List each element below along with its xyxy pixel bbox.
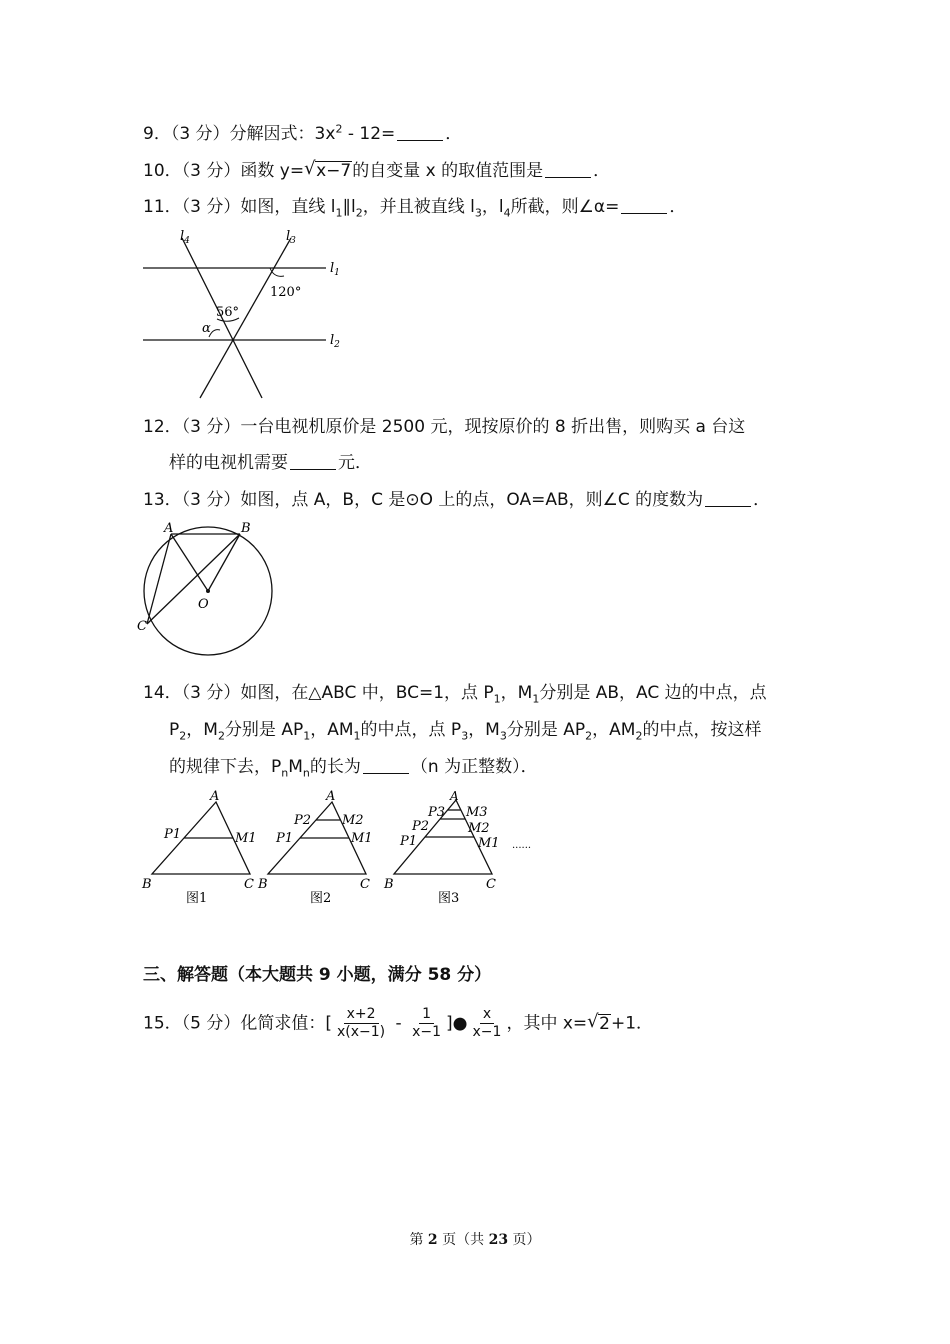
svg-text:C: C <box>360 877 370 892</box>
page-footer: 第 2 页（共 23 页） <box>409 1232 541 1248</box>
triangle-fig2 <box>257 790 373 906</box>
segment-ac <box>147 534 171 624</box>
svg-text:B: B <box>258 877 268 892</box>
label-l4: $l_4$ <box>180 229 190 246</box>
label-alpha: α <box>202 321 211 336</box>
question-10: 10．（3 分）函数 y= √ x−7的自变量 x 的取值范围是 ． <box>143 158 611 181</box>
svg-text:A: A <box>210 790 220 804</box>
answer-blank[interactable] <box>705 490 751 507</box>
svg-text:C: C <box>486 877 496 892</box>
svg-text:C: C <box>244 877 254 892</box>
question-15: 15．（5 分）化简求值：[ $\frac{x+2}{x(x-1)}$ - $\frac{1}{x-1}$ ]● $\frac{x}{x-1}$ ，其中 x= √ 2+1． <box>143 1006 654 1040</box>
label-l1: $l_1$ <box>330 261 340 278</box>
continuation-dots: ...... <box>512 840 532 851</box>
answer-blank[interactable] <box>397 124 443 141</box>
question-9: 9．（3 分）分解因式：$3x^2 - 12=$ ． <box>143 122 463 144</box>
answer-blank[interactable] <box>363 757 409 774</box>
question-13: 13．（3 分）如图，点 A，B，C 是⊙O 上的点，OA=AB，则∠C 的度数为 ． <box>143 490 771 510</box>
caption-fig1: 图1 <box>186 891 208 906</box>
caption-fig2: 图2 <box>310 891 332 906</box>
svg-text:M2: M2 <box>468 821 490 836</box>
question-14-line3: 的规律下去，$P_nM_n$的长为 （n 为正整数）． <box>169 757 538 780</box>
svg-text:P2: P2 <box>412 819 430 834</box>
label-c: C <box>137 619 147 634</box>
svg-text:A: A <box>450 790 459 803</box>
question-14-line2: $P_2$，$M_2$分别是 $AP_1$，$AM_1$的中点，点 $P_3$，$M_3$分别是 $AP_2$，$AM_2$的中点，按这样 <box>169 720 762 743</box>
svg-text:B: B <box>384 877 394 892</box>
question-12-line2: 样的电视机需要 元． <box>169 453 372 473</box>
label-120: 120° <box>270 285 302 300</box>
label-o: O <box>198 597 209 612</box>
section-heading: 三、解答题（本大题共 9 小题，满分 58 分） <box>143 965 492 985</box>
svg-text:A: A <box>326 790 336 804</box>
question-12: 12．（3 分）一台电视机原价是 2500 元，现按原价的 8 折出售，则购买 a 台这 <box>143 417 746 437</box>
figure-parallel-lines <box>138 226 358 404</box>
answer-blank[interactable] <box>545 161 591 178</box>
svg-text:P1: P1 <box>164 827 182 842</box>
svg-text:P2: P2 <box>294 813 312 828</box>
label-l3: $l_3$ <box>286 229 296 246</box>
label-l2: $l_2$ <box>330 333 340 350</box>
line-l3 <box>200 238 291 398</box>
svg-text:M1: M1 <box>478 836 500 851</box>
segment-ob <box>208 534 240 591</box>
label-b: B <box>241 521 251 536</box>
square-root: √ x−7 <box>304 158 352 181</box>
svg-text:M1: M1 <box>351 831 373 846</box>
question-11: 11．（3 分）如图，直线 $l_1\parallel l_2$，并且被直线 $l_3$，$l_4$所截，则∠α= ． <box>143 197 687 220</box>
square-root: √ 2 <box>587 1010 610 1034</box>
svg-text:M2: M2 <box>342 813 364 828</box>
fraction-2: $\frac{1}{x-1}$ <box>412 1006 442 1040</box>
angle-120-arc <box>270 268 284 276</box>
label-56: 56° <box>216 305 240 320</box>
answer-blank[interactable] <box>290 453 336 470</box>
triangle-fig1 <box>141 790 257 906</box>
caption-fig3: 图3 <box>438 891 460 906</box>
fraction-3: $\frac{x}{x-1}$ <box>472 1006 502 1040</box>
svg-text:B: B <box>142 877 152 892</box>
triangle-fig3 <box>383 790 500 906</box>
figure-triangles <box>138 790 538 908</box>
svg-text:P1: P1 <box>400 834 418 849</box>
question-14: 14．（3 分）如图，在△ABC 中，BC=1，点 $P_1$，$M_1$分别是 AB，AC 边的中点，点 <box>143 683 767 706</box>
answer-blank[interactable] <box>621 197 667 214</box>
center-point <box>206 589 210 593</box>
label-a: A <box>164 521 174 536</box>
svg-text:M3: M3 <box>466 805 488 820</box>
fraction-1: $\frac{x+2}{x(x-1)}$ <box>337 1006 386 1040</box>
figure-circle <box>135 518 285 660</box>
svg-text:M1: M1 <box>235 831 257 846</box>
svg-text:P1: P1 <box>276 831 294 846</box>
svg-text:P3: P3 <box>428 805 446 820</box>
